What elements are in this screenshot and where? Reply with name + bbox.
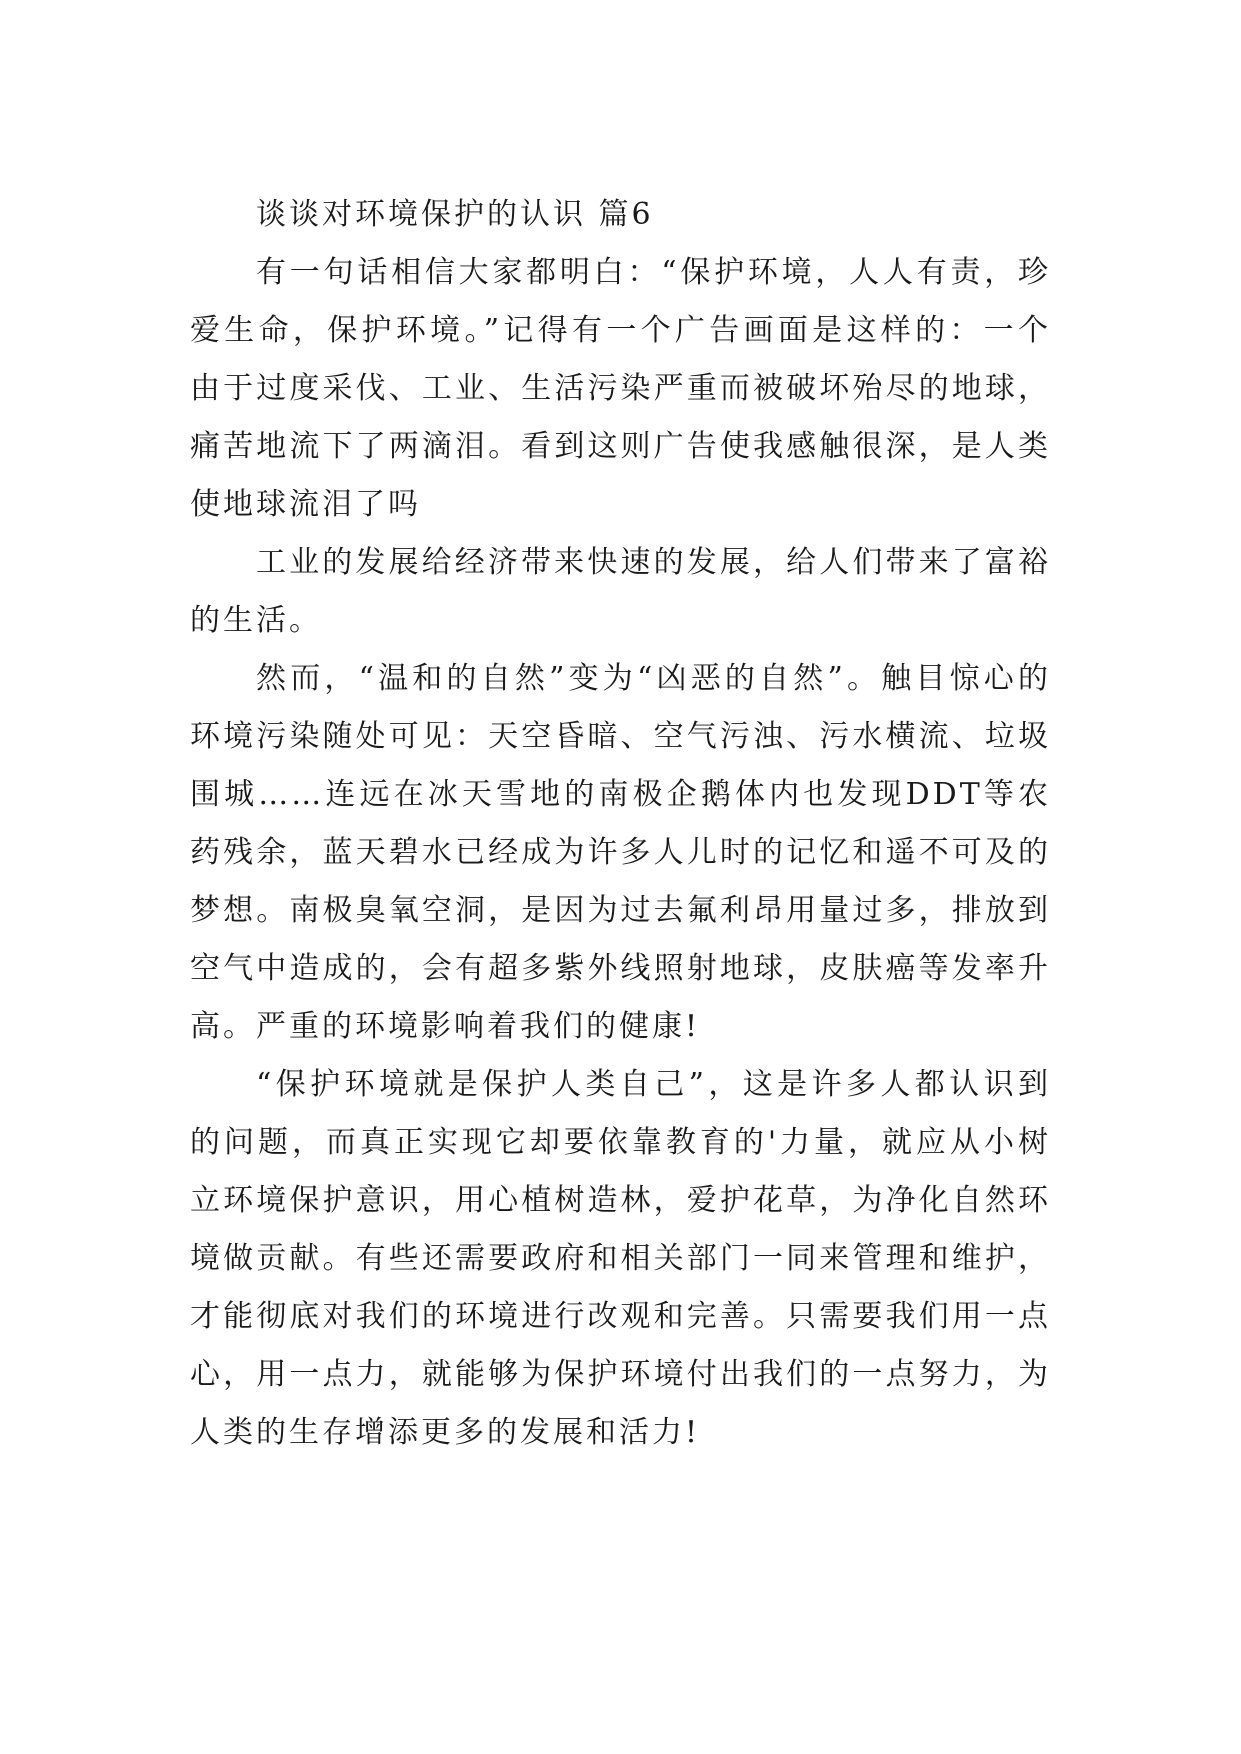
document-title: 谈谈对环境保护的认识 篇6 — [256, 197, 654, 232]
document-body — [190, 186, 1051, 1462]
paragraph-4: “保护环境就是保护人类自己”，这是许多人都认识到的问题，而真正实现它却要依靠教育的'力量，就应从小树立环境保护意识，用心植树造林，爱护花草，为净化自然环境做贡献。有些还需要政府和相关部门一同来管理和维护，才能彻底对我们的环境进行改观和完善。只需要我们用一点心，用一点力，就能够为保护环境付出我们的一点努力，为人类的生存增添更多的发展和活力! — [190, 1067, 1051, 1450]
paragraph-2: 工业的发展给经济带来快速的发展，给人们带来了富裕的生活。 — [190, 545, 1051, 638]
paragraph-3: 然而，“温和的自然”变为“凶恶的自然”。触目惊心的环境污染随处可见：天空昏暗、空气污浊、污水横流、垃圾围城……连远在冰天雪地的南极企鹅体内也发现DDT等农药残余，蓝天碧水已经成为许多人儿时的记忆和遥不可及的梦想。南极臭氧空洞，是因为过去氟利昂用量过多，排放到空气中造成的，会有超多紫外线照射地球，皮肤癌等发率升高。严重的环境影响着我们的健康! — [190, 661, 1051, 1044]
paragraph-1: 有一句话相信大家都明白：“保护环境，人人有责，珍爱生命，保护环境。”记得有一个广告画面是这样的：一个由于过度采伐、工业、生活污染严重而被破坏殆尽的地球，痛苦地流下了两滴泪。看到这则广告使我感触很深，是人类使地球流泪了吗 — [190, 255, 1051, 522]
